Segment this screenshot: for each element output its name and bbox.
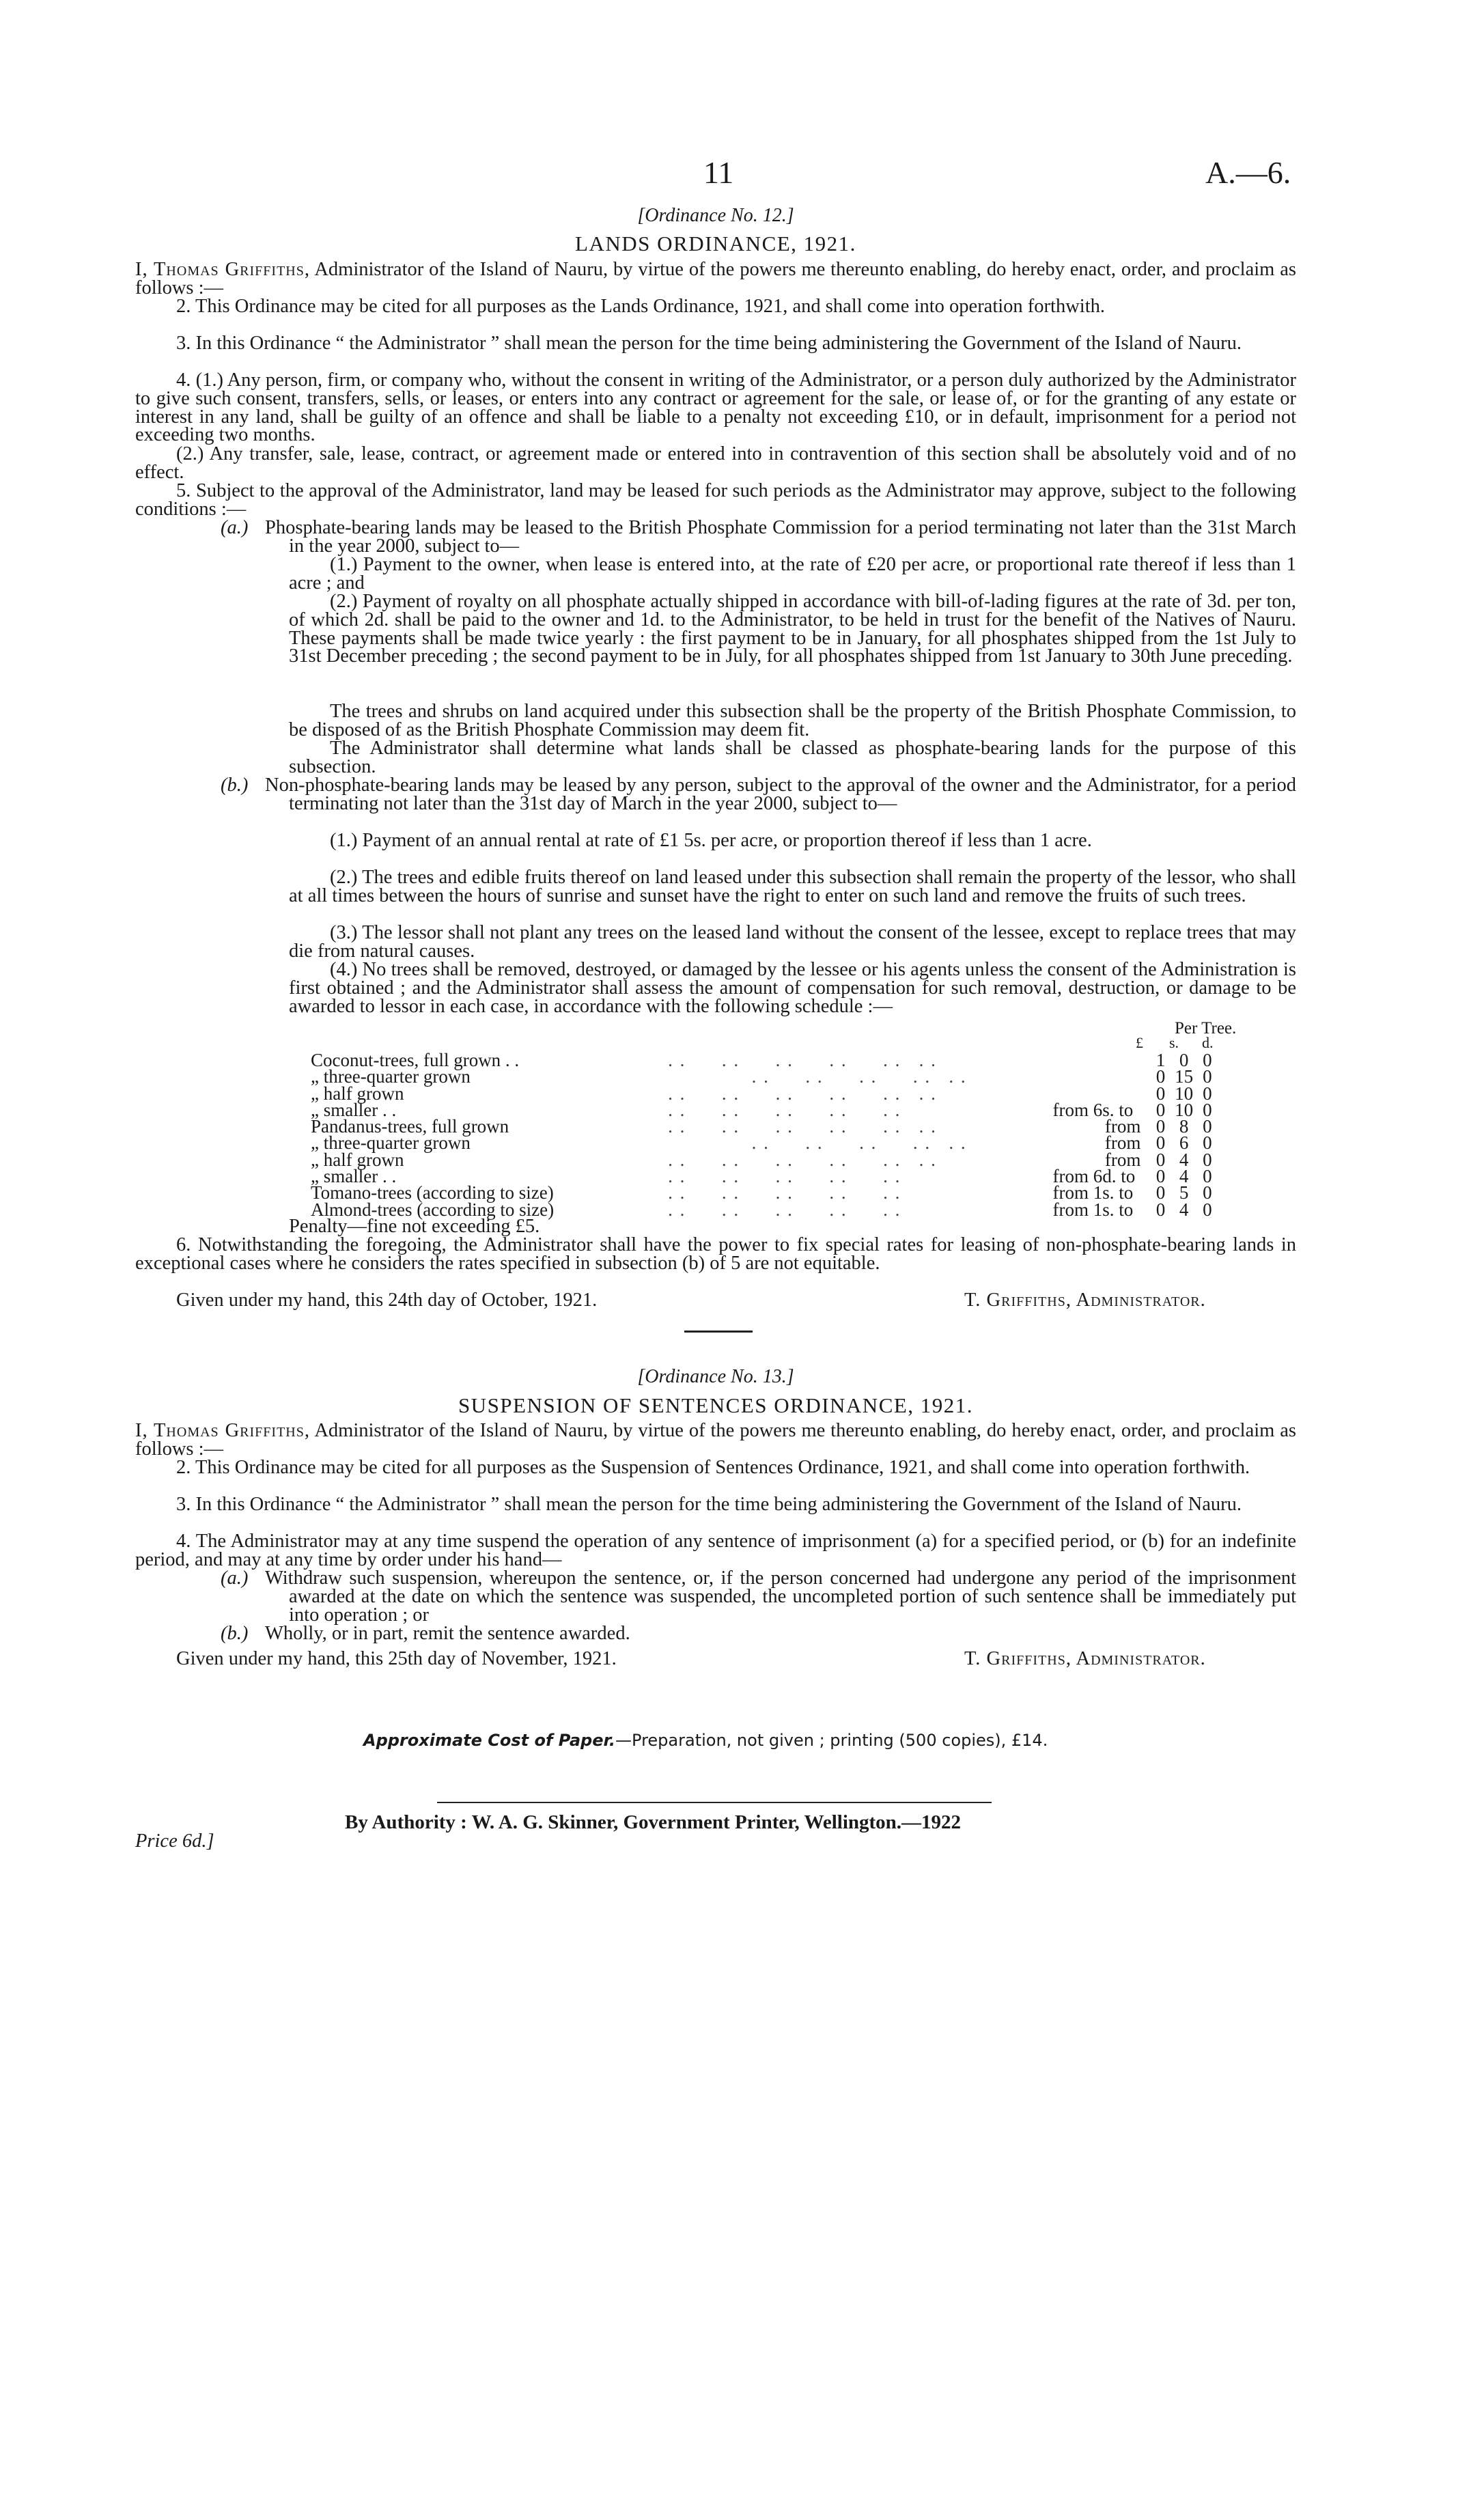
table-row: „ three-quarter grown . . . . . . . . . . from 0 6 0: [311, 1134, 1219, 1151]
schedule-item: „ three-quarter grown: [311, 1066, 471, 1087]
section-5b: Non-phosphate-bearing lands may be leased by any person, subject to the approval of the owner and the Administrator, for a period terminating not later than the 31st day of March in the year 2000, subject to—: [265, 775, 1296, 814]
schedule-pounds: 1: [1156, 1050, 1166, 1070]
ordinance-13-section-4b-label: (b.): [221, 1623, 249, 1644]
document-reference: A.—6.: [1205, 155, 1291, 190]
section-2: 2. This Ordinance may be cited for all purposes as the Lands Ordinance, 1921, and shall come into operation forthwith.: [176, 296, 1105, 317]
ordinance-13-section-4a: Withdraw such suspension, whereupon the sentence, or, if the person concerned had undergone any period of the imprisonment awarded at the date on which the sentence was suspended, the uncompleted portion of such sentence shall be immediately put into operation ; or: [265, 1568, 1296, 1626]
ordinance-13-section-3: 3. In this Ordinance “ the Administrator ” shall mean the person for the time being administering the Government of the Island of Nauru.: [176, 1494, 1242, 1515]
schedule-item: „ half grown: [311, 1083, 404, 1104]
ordinance-12-caption: [Ordinance No. 12.]: [637, 205, 794, 226]
table-row: „ half grown . . . . . . . . . . . . 0 10 0: [311, 1085, 1219, 1102]
schedule-shillings: 4: [1179, 1149, 1189, 1170]
table-row: Pandanus-trees, full grown . . . . . . . . . . . . from 0 8 0: [311, 1118, 1219, 1134]
price: Price 6d.]: [135, 1830, 214, 1852]
schedule-note: from: [1104, 1116, 1141, 1137]
page-number: 11: [703, 155, 734, 190]
ordinance-13-section-4a-label: (a.): [221, 1568, 249, 1589]
section-4-1: 4. (1.) Any person, firm, or company who, without the consent in writing of the Administrator, or a person duly authorized by the Administrator to give such consent, transfers, sells, or leases, or enters into any contract or agreement for the sale, or lease of, or for the granting of any estate or interest in any land, shall be guilty of an offence and shall be liable to a penalty not exceeding £10, or in default, imprisonment for a period not exceeding two months.: [135, 370, 1296, 446]
ordinance-12-enacting-clause: [135, 261, 1296, 298]
section-6: 6. Notwithstanding the foregoing, the Administrator shall have the power to fix special rates for leasing of non-phosphate-bearing lands in exceptional cases where he considers the rates specified in subsection (b) of 5 are not equitable.: [135, 1234, 1296, 1274]
schedule-item: „ half grown: [311, 1149, 404, 1170]
section-3: 3. In this Ordinance “ the Administrator ” shall mean the person for the time being administering the Government of the Island of Nauru.: [176, 333, 1242, 354]
schedule-pence: 0: [1203, 1166, 1212, 1187]
schedule-item: „ three-quarter grown: [311, 1132, 471, 1154]
section-4-2: (2.) Any transfer, sale, lease, contract, or agreement made or entered into in contravention of this section shall be absolutely void and of no effect.: [135, 443, 1296, 483]
schedule-shillings: 4: [1179, 1166, 1189, 1187]
section-divider: [684, 1331, 753, 1333]
schedule-pounds: 0: [1156, 1199, 1166, 1220]
section-5b-1: (1.) Payment of an annual rental at rate of £1 5s. per acre, or proportion thereof if less than 1 acre.: [330, 830, 1092, 851]
schedule-unit-pence: d.: [1202, 1034, 1214, 1051]
schedule-item: „ smaller . .: [311, 1099, 397, 1120]
table-row: Almond-trees (according to size) . . . . . . . . . . from 1s. to 0 4 0: [311, 1201, 1219, 1218]
schedule-pounds: 0: [1156, 1182, 1166, 1203]
schedule-pounds: 0: [1156, 1116, 1166, 1137]
table-row: Tomano-trees (according to size) . . . . . . . . . . from 1s. to 0 5 0: [311, 1184, 1219, 1201]
section-5a: Phosphate-bearing lands may be leased to the British Phosphate Commission for a period terminating not later than the 31st March in the year 2000, subject to—: [265, 517, 1296, 557]
schedule-pence: 0: [1203, 1149, 1212, 1170]
schedule-pence: 0: [1203, 1066, 1212, 1087]
schedule-item: Pandanus-trees, full grown: [311, 1116, 509, 1137]
schedule-note: [1053, 1052, 1149, 1068]
section-5b-label: (b.): [221, 775, 249, 796]
schedule-pence: 0: [1203, 1199, 1212, 1220]
section-5a-trees: The trees and shrubs on land acquired under this subsection shall be the property of the British Phosphate Commission, to be disposed of as the British Phosphate Commission may deem fit.: [289, 701, 1296, 740]
cost-text: —Preparation, not given ; printing (500 copies), £14.: [615, 1731, 1048, 1750]
schedule-shillings: 15: [1175, 1066, 1194, 1087]
schedule-shillings: 8: [1179, 1116, 1189, 1137]
schedule-note: from 1s. to: [1052, 1182, 1134, 1203]
ordinance-13-signature: T. Griffiths, Administrator.: [964, 1648, 1206, 1669]
section-5b-2: (2.) The trees and edible fruits thereof on land leased under this subsection shall remain the property of the lessor, who shall at all times between the hours of sunrise and sunset have the right to enter on such land and remove the fruits of such trees.: [289, 867, 1296, 906]
cost-label: Approximate Cost of Paper.: [363, 1731, 616, 1750]
schedule-shillings: 0: [1179, 1050, 1189, 1070]
schedule-shillings: 10: [1175, 1099, 1194, 1120]
ordinance-13-given-date: Given under my hand, this 25th day of November, 1921.: [176, 1648, 617, 1669]
schedule-item: Coconut-trees, full grown . .: [311, 1050, 520, 1070]
ordinance-12-title: LANDS ORDINANCE, 1921.: [575, 232, 856, 255]
schedule-pence: 0: [1203, 1116, 1212, 1137]
ordinance-13-caption: [Ordinance No. 13.]: [637, 1366, 794, 1387]
ordinance-13-title: SUSPENSION OF SENTENCES ORDINANCE, 1921.: [458, 1393, 974, 1417]
schedule-pence: 0: [1203, 1182, 1212, 1203]
authority-rule: [437, 1802, 992, 1803]
section-5: 5. Subject to the approval of the Administrator, land may be leased for such periods as the Administrator may approve, subject to the following conditions :—: [135, 480, 1296, 520]
section-5a-label: (a.): [221, 517, 249, 538]
schedule-note: from 1s. to: [1052, 1199, 1134, 1220]
table-row: „ half grown . . . . . . . . . . . . from 0 4 0: [311, 1152, 1219, 1168]
table-row: „ three-quarter grown . . . . . . . . . . 0 15 0: [311, 1068, 1219, 1085]
schedule-header: Per Tree.: [1175, 1019, 1237, 1037]
table-row: „ smaller . . . . . . . . . . . . from 6s. to 0 10 0: [311, 1102, 1219, 1118]
schedule-note: from: [1104, 1149, 1141, 1170]
schedule-unit-shillings: s.: [1169, 1034, 1179, 1051]
section-5b-4: (4.) No trees shall be removed, destroyed, or damaged by the lessee or his agents unless the consent of the Administration is first obtained ; and the Administrator shall assess the amount of compensation for such removal, destruction, or damage to be awarded to lessor in each case, in accordance with the following schedule :—: [289, 959, 1296, 1017]
printer-authority: By Authority : W. A. G. Skinner, Government Printer, Wellington.—1922: [345, 1811, 962, 1833]
schedule-item: Tomano-trees (according to size): [311, 1182, 554, 1203]
cost-of-paper-note: [363, 1731, 1048, 1750]
schedule-pence: 0: [1203, 1099, 1212, 1120]
enacting-text: Administrator of the Island of Nauru, by virtue of the powers me thereunto enabling, do hereby enact, order, and proclaim as follows :—: [135, 259, 1296, 298]
schedule-pounds: 0: [1156, 1066, 1166, 1087]
schedule-shillings: 10: [1175, 1083, 1194, 1104]
schedule-note: from 6s. to: [1052, 1099, 1134, 1120]
schedule-pence: 0: [1203, 1050, 1212, 1070]
schedule-note: from: [1104, 1132, 1141, 1154]
table-row: „ smaller . . . . . . . . . . . . from 6d. to 0 4 0: [311, 1168, 1219, 1184]
ordinance-13-section-4b: Wholly, or in part, remit the sentence awarded.: [265, 1623, 630, 1644]
schedule-pounds: 0: [1156, 1166, 1166, 1187]
schedule-unit-pounds: £: [1136, 1034, 1143, 1051]
schedule-note: [1053, 1068, 1149, 1085]
schedule-pence: 0: [1203, 1083, 1212, 1104]
schedule-pence: 0: [1203, 1132, 1212, 1154]
administrator-name: I, Thomas Griffiths,: [135, 1420, 310, 1441]
section-5a-1: (1.) Payment to the owner, when lease is entered into, at the rate of £20 per acre, or proportional rate thereof if less than 1 acre ; and: [289, 554, 1296, 594]
schedule-shillings: 5: [1179, 1182, 1189, 1203]
schedule-pounds: 0: [1156, 1132, 1166, 1154]
schedule-item: Almond-trees (according to size): [311, 1199, 555, 1220]
section-5b-3: (3.) The lessor shall not plant any trees on the leased land without the consent of the lessee, except to replace trees that may die from natural causes.: [289, 922, 1296, 962]
ordinance-13-section-2: 2. This Ordinance may be cited for all purposes as the Suspension of Sentences Ordinance, 1921, and shall come into operation forthwith.: [176, 1457, 1250, 1478]
ordinance-12-given-date: Given under my hand, this 24th day of October, 1921.: [176, 1290, 598, 1311]
section-5a-2: (2.) Payment of royalty on all phosphate actually shipped in accordance with bill-of-lading figures at the rate of 3d. per ton, of which 2d. shall be paid to the owner and 1d. to the Administrator, to be held in trust for the benefit of the Natives of Nauru. These payments shall be made twice yearly : the first payment to be in January, for all phosphates shipped from the 1st July to 31st December preceding ; the second payment to be in July, for all phosphates shipped from 1st January to 30th June preceding.: [289, 591, 1296, 667]
ordinance-13-enacting-clause: [135, 1422, 1296, 1459]
schedule-note: from 6d. to: [1052, 1166, 1136, 1187]
schedule-item: „ smaller . .: [311, 1166, 397, 1187]
section-5a-classification: The Administrator shall determine what lands shall be classed as phosphate-bearing lands for the purpose of this subsection.: [289, 738, 1296, 777]
compensation-schedule: [311, 1052, 1219, 1218]
schedule-shillings: 4: [1179, 1199, 1189, 1220]
schedule-pounds: 0: [1156, 1099, 1166, 1120]
schedule-shillings: 6: [1179, 1132, 1189, 1154]
ordinance-12-signature: T. Griffiths, Administrator.: [964, 1290, 1206, 1311]
ordinance-13-section-4: 4. The Administrator may at any time suspend the operation of any sentence of imprisonment (a) for a specified period, or (b) for an indefinite period, and may at any time by order under his hand—: [135, 1531, 1296, 1570]
administrator-name: I, Thomas Griffiths,: [135, 259, 310, 280]
enacting-text: Administrator of the Island of Nauru, by virtue of the powers me thereunto enabling, do hereby enact, order, and proclaim as follows :—: [135, 1420, 1296, 1460]
schedule-pounds: 0: [1156, 1149, 1166, 1170]
table-row: Coconut-trees, full grown . . . . . . . . . . . . . . 1 0 0: [311, 1052, 1219, 1068]
schedule-pounds: 0: [1156, 1083, 1166, 1104]
penalty-line: Penalty—fine not exceeding £5.: [289, 1216, 540, 1237]
